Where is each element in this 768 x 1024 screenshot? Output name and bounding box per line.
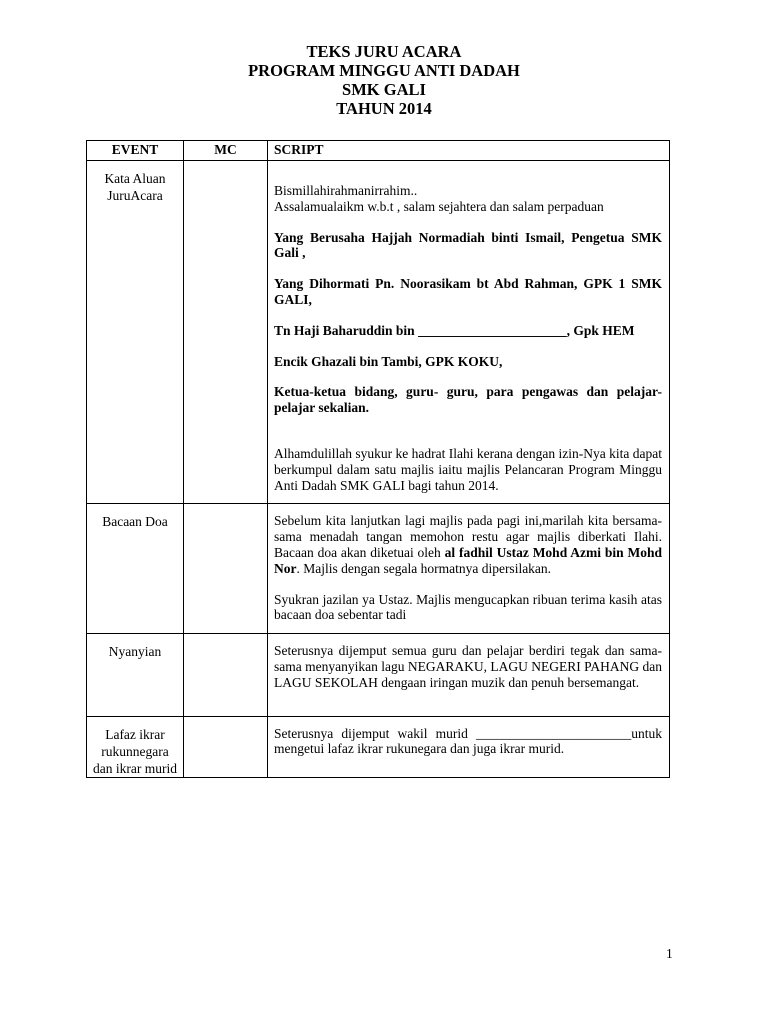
script-cell	[268, 504, 670, 634]
header-script: SCRIPT	[268, 141, 670, 161]
event-label: JuruAcara	[107, 188, 163, 203]
header-mc: MC	[184, 141, 268, 161]
table-row	[87, 161, 670, 504]
mc-cell	[184, 634, 268, 716]
script-text-bold: al fadhil Ustaz Mohd Azmi bin Mohd Nor	[274, 544, 662, 576]
title-line-2: PROGRAM MINGGU ANTI DADAH	[248, 61, 520, 80]
page-number: 1	[666, 946, 673, 961]
event-label: Kata Aluan	[104, 171, 166, 186]
mc-cell	[184, 504, 268, 634]
document-title	[0, 42, 768, 118]
script-cell	[268, 161, 670, 504]
script-text: . Majlis dengan segala hormatnya dipersilakan.	[296, 560, 552, 576]
script-text: Sebelum kita lanjutkan lagi majlis pada pagi ini,marilah kita bersama-sama menadah tangan memohon restu agar majlis diberkati Ilahi. Bacaan doa akan diketuai oleh	[274, 513, 662, 560]
event-label: dan ikrar murid	[93, 760, 177, 776]
script-paragraph	[274, 513, 662, 576]
script-paragraph: Alhamdulillah syukur ke hadrat Ilahi kerana dengan izin-Nya kita dapat berkumpul dalam satu majlis iaitu majlis Pelancaran Program Minggu Anti Dadah SMK GALI bagi tahun 2014.	[274, 445, 662, 493]
title-line-3: SMK GALI	[342, 80, 426, 99]
mc-cell	[184, 716, 268, 777]
script-paragraph: Bismillahirahmanirrahim..	[274, 183, 418, 198]
script-paragraph: Encik Ghazali bin Tambi, GPK KOKU,	[274, 353, 503, 369]
script-paragraph: Ketua-ketua bidang, guru- guru, para pengawas dan pelajar- pelajar sekalian.	[274, 384, 662, 416]
table-row	[87, 716, 670, 777]
table-header-row	[87, 141, 670, 161]
script-paragraph: Assalamualaikm w.b.t , salam sejahtera dan salam perpaduan	[274, 198, 604, 214]
script-paragraph: Syukran jazilan ya Ustaz. Majlis mengucapkan ribuan terima kasih atas bacaan doa sebentar tadi	[274, 591, 662, 623]
event-label: Lafaz ikrar	[105, 726, 165, 742]
script-paragraph: Yang Berusaha Hajjah Normadiah binti Ismail, Pengetua SMK Gali ,	[274, 229, 662, 261]
script-table	[86, 140, 670, 778]
event-cell	[87, 161, 184, 504]
table-row	[87, 634, 670, 716]
script-paragraph: Seterusnya dijemput semua guru dan pelajar berdiri tegak dan sama- sama menyanyikan lagu NEGARAKU, LAGU NEGERI PAHANG dan LAGU SEKOLAH dengaan iringan muzik dan penuh bersemangat.	[274, 643, 662, 690]
title-line-1: TEKS JURU ACARA	[306, 42, 462, 61]
script-paragraph: Tn Haji Baharuddin bin ______________________, Gpk HEM	[274, 322, 635, 338]
script-cell	[268, 634, 670, 716]
script-paragraph: Seterusnya dijemput wakil murid _______________________untuk mengetui lafaz ikrar rukunegara dan juga ikrar murid.	[274, 725, 662, 757]
event-cell	[87, 716, 184, 777]
event-cell: Bacaan Doa	[87, 504, 184, 634]
mc-cell	[184, 161, 268, 504]
event-label: rukunnegara	[101, 743, 169, 759]
script-paragraph: Yang Dihormati Pn. Noorasikam bt Abd Rahman, GPK 1 SMK GALI,	[274, 276, 662, 307]
event-cell: Nyanyian	[87, 634, 184, 716]
title-line-4: TAHUN 2014	[336, 99, 432, 118]
table-row	[87, 504, 670, 634]
script-cell	[268, 716, 670, 777]
header-event: EVENT	[87, 141, 184, 161]
